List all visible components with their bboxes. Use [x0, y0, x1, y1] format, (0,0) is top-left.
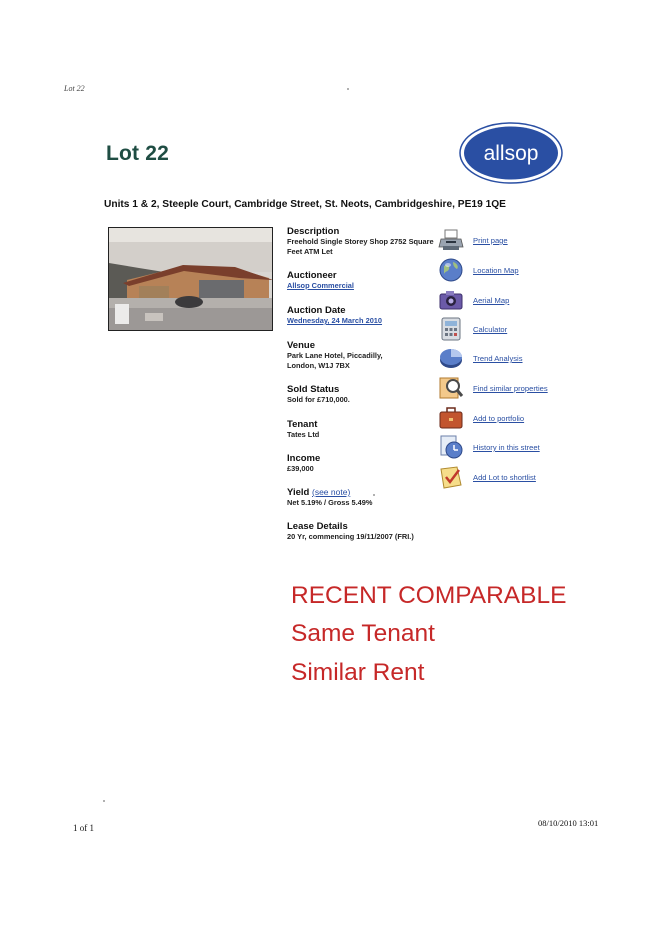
tenant-label: Tenant [287, 419, 318, 430]
annotation-similar-rent: Similar Rent [291, 659, 425, 686]
venue-block [287, 340, 437, 371]
yield-block [287, 487, 437, 508]
property-address: Units 1 & 2, Steeple Court, Cambridge Street, St. Neots, Cambridgeshire, PE19 1QE [104, 199, 506, 210]
scan-speck [373, 494, 375, 496]
tenant-value: Tates Ltd [287, 430, 320, 439]
find-similar-action[interactable] [438, 375, 588, 401]
auction-date-block [287, 305, 437, 326]
aerial-map-action[interactable] [438, 287, 588, 313]
print-page-action[interactable] [438, 227, 588, 253]
income-block [287, 453, 437, 474]
annotation-same-tenant: Same Tenant [291, 620, 435, 647]
clock-document-icon [438, 434, 464, 460]
sold-status-label: Sold Status [287, 384, 340, 395]
yield-value: Net 5.19% / Gross 5.49% [287, 498, 373, 507]
calculator-action[interactable] [438, 316, 588, 342]
lease-details-block [287, 521, 437, 542]
description-block [287, 226, 437, 257]
pie-chart-icon [438, 345, 464, 371]
print-page-link[interactable]: Print page [473, 236, 508, 245]
history-street-link[interactable]: History in this street [473, 443, 540, 452]
calculator-icon [438, 316, 464, 342]
logo-text: allsop [483, 142, 539, 165]
auctioneer-label: Auctioneer [287, 270, 337, 281]
trend-analysis-action[interactable] [438, 345, 588, 371]
corner-lot-label: Lot 22 [64, 84, 85, 93]
add-to-portfolio-link[interactable]: Add to portfolio [473, 414, 525, 423]
add-shortlist-action[interactable] [438, 464, 588, 490]
lease-details-label: Lease Details [287, 521, 348, 532]
aerial-map-link[interactable]: Aerial Map [473, 296, 510, 305]
sold-status-block [287, 384, 437, 405]
camera-icon [438, 287, 464, 313]
lot-title: Lot 22 [106, 142, 170, 165]
printer-icon [438, 227, 464, 253]
yield-note-link[interactable]: (see note) [312, 487, 351, 497]
property-photo [108, 227, 273, 331]
page-count: 1 of 1 [73, 823, 94, 833]
location-map-action[interactable] [438, 257, 588, 283]
trend-analysis-link[interactable]: Trend Analysis [473, 354, 523, 363]
auction-date-link[interactable]: Wednesday, 24 March 2010 [287, 316, 383, 325]
allsop-logo[interactable] [459, 122, 563, 184]
tenant-block [287, 419, 437, 440]
yield-label: Yield [287, 487, 310, 498]
checklist-icon [438, 464, 464, 490]
briefcase-icon [438, 405, 464, 431]
print-timestamp: 08/10/2010 13:01 [538, 818, 599, 828]
venue-label: Venue [287, 340, 315, 351]
description-value: Freehold Single Storey Shop 2752 Square Feet ATM Let [287, 237, 434, 256]
annotation-recent-comparable: RECENT COMPARABLE [291, 582, 567, 609]
venue-value: Park Lane Hotel, Piccadilly, London, W1J 7BX [287, 351, 383, 370]
income-label: Income [287, 453, 321, 464]
globe-icon [438, 257, 464, 283]
scan-speck [347, 88, 349, 90]
add-shortlist-link[interactable]: Add Lot to shortlist [473, 473, 536, 482]
calculator-link[interactable]: Calculator [473, 325, 508, 334]
history-street-action[interactable] [438, 434, 588, 460]
add-to-portfolio-action[interactable] [438, 405, 588, 431]
find-similar-link[interactable]: Find similar properties [473, 384, 548, 393]
lease-details-value: 20 Yr, commencing 19/11/2007 (FRI.) [287, 532, 414, 541]
income-value: £39,000 [287, 464, 314, 473]
auction-date-label: Auction Date [287, 305, 346, 316]
scan-speck [103, 800, 105, 802]
auctioneer-link[interactable]: Allsop Commercial [287, 281, 354, 290]
description-label: Description [287, 226, 340, 237]
magnifier-icon [438, 375, 464, 401]
auctioneer-block [287, 270, 437, 291]
sold-status-value: Sold for £710,000. [287, 395, 350, 404]
location-map-link[interactable]: Location Map [473, 266, 519, 275]
